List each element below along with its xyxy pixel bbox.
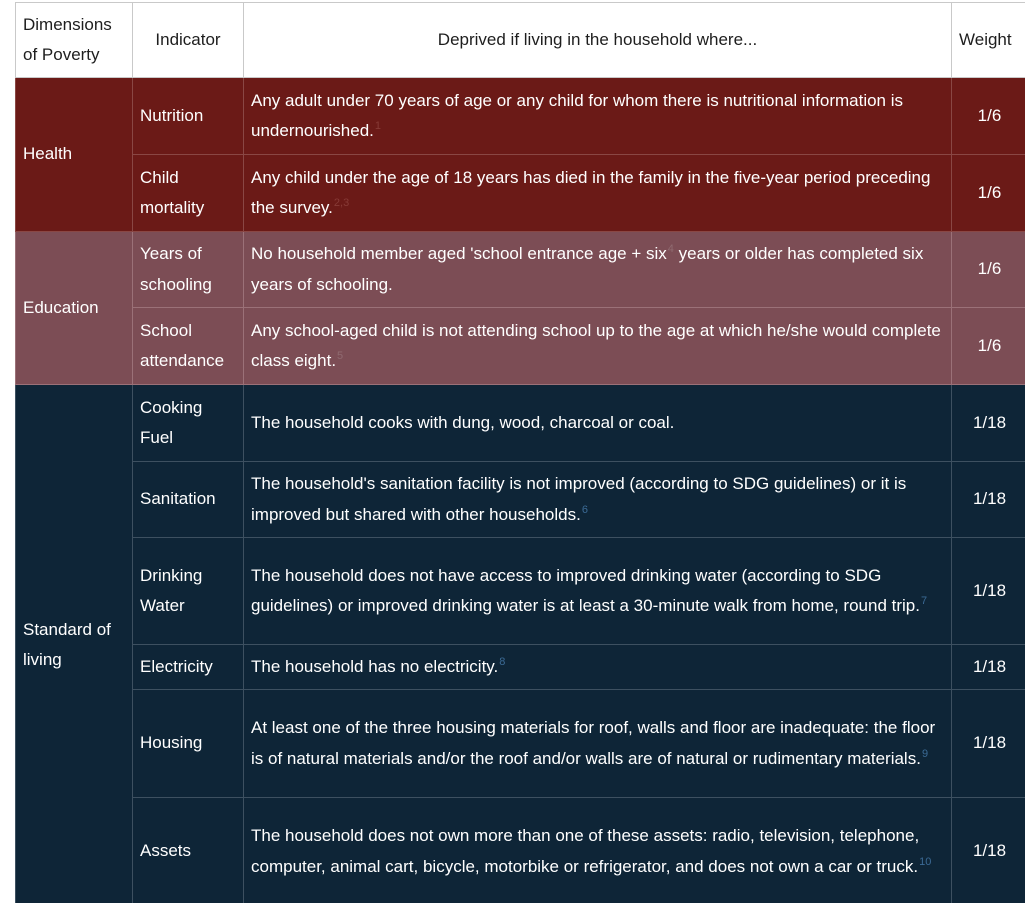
deprivation-text: The household cooks with dung, wood, charcoal or coal. <box>251 412 675 432</box>
dimension-standard-of-living: Standard of living <box>16 385 133 903</box>
table-row <box>16 232 1025 308</box>
deprivation-text: No household member aged 'school entrance age + six <box>251 244 667 263</box>
deprivation-text: The household does not have access to improved drinking water (according to SDG guidelines) or improved drinking water is at least a 30-minute walk from home, round trip. <box>251 565 920 615</box>
table-row <box>16 645 1025 690</box>
deprivation-text: The household's sanitation facility is not improved (according to SDG guidelines) or it is improved but shared with other households. <box>251 474 907 524</box>
weight-cell: 1/18 <box>952 462 1025 538</box>
footnote-link[interactable]: 5 <box>337 350 344 363</box>
deprivation-cell <box>244 538 952 645</box>
deprivation-cell <box>244 155 952 232</box>
table-row <box>16 78 1025 155</box>
weight-cell: 1/18 <box>952 385 1025 462</box>
header-weight: Weight <box>952 3 1025 78</box>
header-indicator: Indicator <box>133 3 244 78</box>
footnote-link[interactable]: 10 <box>919 855 932 868</box>
table-row <box>16 462 1025 538</box>
table-row <box>16 538 1025 645</box>
weight-cell: 1/6 <box>952 78 1025 155</box>
footnote-link[interactable]: 1 <box>374 120 381 133</box>
deprivation-cell <box>244 78 952 155</box>
deprivation-text: The household has no electricity. <box>251 656 499 676</box>
header-deprived: Deprived if living in the household where... <box>244 3 952 78</box>
weight-cell: 1/18 <box>952 538 1025 645</box>
footnote-link[interactable]: 7 <box>920 595 928 608</box>
dimension-education: Education <box>16 232 133 385</box>
indicator-cell: Housing <box>133 690 244 798</box>
deprivation-text: Any child under the age of 18 years has died in the family in the five-year period preceding the survey. <box>251 167 931 217</box>
deprivation-text: Any school-aged child is not attending school up to the age at which he/she would complete class eight. <box>251 320 941 370</box>
deprivation-cell <box>244 798 952 903</box>
indicator-cell: Child mortality <box>133 155 244 232</box>
indicator-cell: Assets <box>133 798 244 903</box>
indicator-cell: Drinking Water <box>133 538 244 645</box>
deprivation-text-cont: years or older has completed six years of schooling. <box>251 244 924 294</box>
table-row <box>16 690 1025 798</box>
indicator-cell: School attendance <box>133 308 244 385</box>
indicator-cell: Sanitation <box>133 462 244 538</box>
deprivation-text: The household does not own more than one of these assets: radio, television, telephone, computer, animal cart, bicycle, motorbike or refrigerator, and does not own a car or truck. <box>251 826 920 876</box>
indicator-cell: Years of schooling <box>133 232 244 308</box>
weight-cell: 1/18 <box>952 645 1025 690</box>
table-header-row <box>16 3 1025 78</box>
deprivation-cell <box>244 462 952 538</box>
deprivation-cell <box>244 232 952 308</box>
footnote-link[interactable]: 6 <box>581 503 588 516</box>
footnote-link[interactable]: 8 <box>499 656 506 669</box>
dimension-health: Health <box>16 78 133 232</box>
deprivation-text: At least one of the three housing materials for roof, walls and floor are inadequate: the floor is of natural materials and/or the roof and/or walls are of natural or rudimentary materials. <box>251 718 936 768</box>
deprivation-cell <box>244 645 952 690</box>
indicator-cell: Cooking Fuel <box>133 385 244 462</box>
weight-cell: 1/6 <box>952 308 1025 385</box>
table-row <box>16 155 1025 232</box>
footnote-link[interactable]: 4 <box>667 243 674 256</box>
deprivation-cell <box>244 690 952 798</box>
weight-cell: 1/18 <box>952 798 1025 903</box>
mpi-table <box>15 2 1025 903</box>
weight-cell: 1/6 <box>952 155 1025 232</box>
footnote-link[interactable]: 9 <box>921 747 929 760</box>
deprivation-text: Any adult under 70 years of age or any child for whom there is nutritional information is undernourished. <box>251 90 904 140</box>
weight-cell: 1/18 <box>952 690 1025 798</box>
table-row <box>16 308 1025 385</box>
weight-cell: 1/6 <box>952 232 1025 308</box>
footnote-link[interactable]: 2,3 <box>333 197 350 210</box>
table-row <box>16 798 1025 903</box>
poverty-table-container <box>15 2 1025 903</box>
deprivation-cell <box>244 308 952 385</box>
table-row <box>16 385 1025 462</box>
deprivation-cell <box>244 385 952 462</box>
indicator-cell: Nutrition <box>133 78 244 155</box>
indicator-cell: Electricity <box>133 645 244 690</box>
header-dimensions: Dimensions of Poverty <box>16 3 133 78</box>
